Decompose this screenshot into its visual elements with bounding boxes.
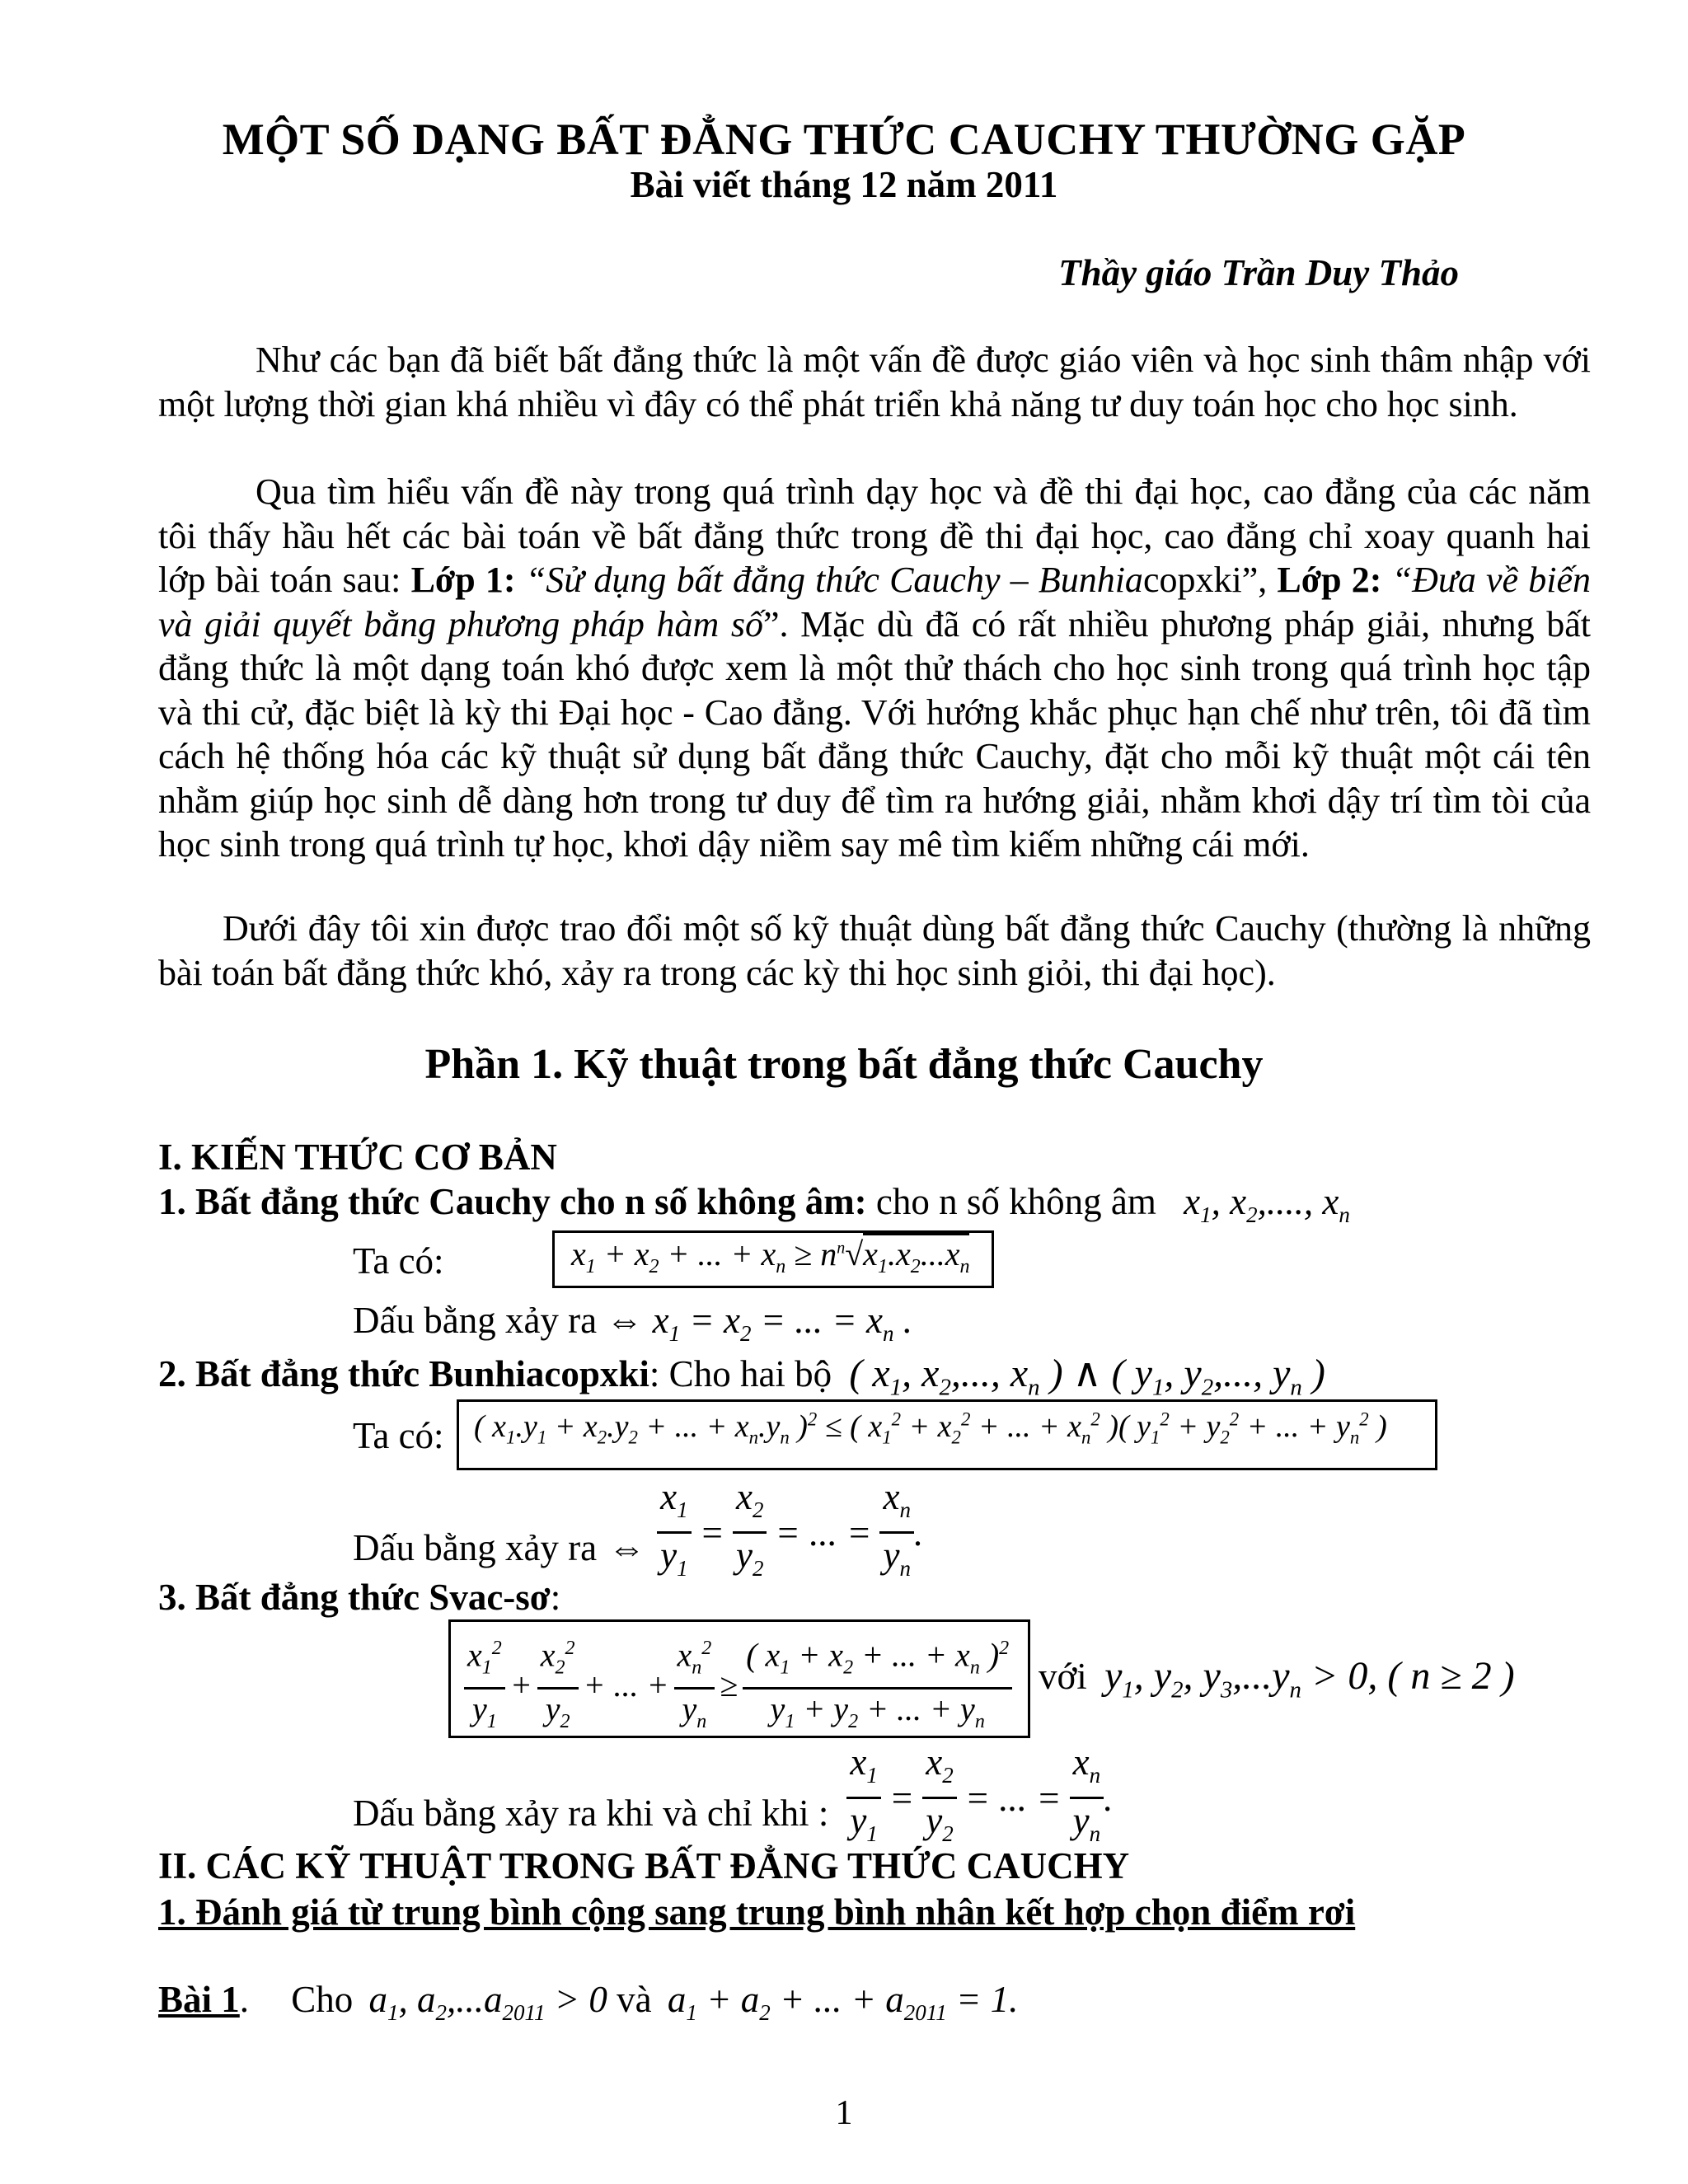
formula: $\frac{x_1^2}{y_1}$ + $\frac{x_2^2}{y_2}$ + ... + $\frac{x_n^2}{y_n}$ ≥ $\frac{( x_1 + x_2 + ... + x_n )^2}{y_1 + y_2 + ... + y_n}$: [464, 1629, 1012, 1741]
svacso-formula-box: [448, 1619, 1030, 1738]
author: Thầy giáo Trần Duy Thảo: [1058, 252, 1459, 293]
intro-paragraph-3: Dưới đây tôi xin được trao đổi một số kỹ thuật dùng bất đẳng thức Cauchy (thường là những bài toán bất đẳng thức khó, xảy ra trong các kỳ thi học sinh giỏi, thi đại học).: [158, 908, 1591, 993]
fraction: $\frac{x_1}{y_1}$: [657, 1475, 691, 1590]
section-heading-basic: I. KIẾN THỨC CƠ BẢN: [158, 1137, 557, 1178]
page-title: MỘT SỐ DẠNG BẤT ĐẲNG THỨC CAUCHY THƯỜNG GẶP: [222, 115, 1466, 164]
exercise-1: Bài 1. Cho $a_1$, $a_2,...a_{2011} > 0$ và $a_1 + a_2$ + ... + $a_{2011} = 1$.: [158, 1979, 1019, 2025]
formula: ( $x_1.y_1 + x_2.y_2$ + ... + $x_n.y_n$ )$^2$ ≤ ( $x_1^2 + x_2^2$ + ... + $x_n^2$ )( $y_1^2 + y_2^2$ + ... + $y_n^2$ ): [474, 1408, 1387, 1448]
part-heading: Phần 1. Kỹ thuật trong bất đẳng thức Cauchy: [424, 1041, 1264, 1088]
fraction: $\frac{x_n}{y_n}$: [879, 1475, 913, 1590]
item-svac-so: 3. Bất đẳng thức Svac-sơ:: [158, 1577, 561, 1618]
formula: $x_1$, $x_2$,...., $x_n$: [1184, 1181, 1350, 1227]
intro-paragraph-2: Qua tìm hiểu vấn đề này trong quá trình dạy học và đề thi đại học, cao đẳng của các năm tôi thấy hầu hết các bài toán về bất đẳng thức trong đề thi đại học, cao đẳng chỉ xoay quanh hai lớp bài toán sau: Lớp 1: “Sử dụng bất đẳng thức Cauchy – Bunhiacopxki”, Lớp 2: “Đưa về biến và giải quyết bằng phương pháp hàm số”. Mặc dù đã có rất nhiều phương pháp giải, nhưng bất đẳng thức là một dạng toán khó được xem là một thử thách cho học sinh trong quá trình học tập và thi cử, đặc biệt là kỳ thi Đại học - Cao đẳng. Với hướng khắc phục hạn chế như trên, tôi đã tìm cách hệ thống hóa các kỹ thuật sử dụng bất đẳng thức Cauchy, đặt cho mỗi kỹ thuật một cái tên nhằm giúp học sinh dễ dàng hơn trong tư duy để tìm ra hướng giải, nhằm khơi dậy trí tìm tòi của học sinh trong quá trình tự học, khơi dậy niềm say mê tìm kiếm những cái mới.: [158, 471, 1592, 865]
fraction: $\frac{x_2}{y_2}$: [733, 1475, 767, 1590]
ta-co-label: Ta có:: [353, 1240, 444, 1282]
equality-line-2: Dấu bằng xảy ra ⇔ $\frac{x_1}{y_1}$ = $\frac{x_2}{y_2}$ = ... = $\frac{x_n}{y_n}$ .: [353, 1475, 923, 1590]
fraction: $\frac{x_2}{y_2}$: [922, 1741, 956, 1855]
subsection-heading: 1. Đánh giá từ trung bình cộng sang trung bình nhân kết hợp chọn điểm rơi: [158, 1891, 1356, 1933]
svacso-condition: với $y_1$, $y_2$, $y_3,...y_n > 0$, ( n ≥ 2 ): [1039, 1654, 1515, 1704]
item-cauchy-title: 1. Bất đẳng thức Cauchy cho n số không âm:: [158, 1181, 867, 1222]
cauchy-formula-box: [552, 1230, 994, 1288]
bunhia-formula-box: [457, 1399, 1437, 1470]
fraction: $\frac{x_1}{y_1}$: [846, 1741, 880, 1855]
fraction: $\frac{x_n}{y_n}$: [1070, 1741, 1104, 1855]
formula: $a_1$, $a_2,...a_{2011} > 0$: [368, 1979, 607, 2025]
equality-line-1: Dấu bằng xảy ra ⇔ $x_1 = x_2$ = ... = $x_n$ .: [353, 1300, 912, 1346]
ta-co-label-2: Ta có:: [353, 1415, 444, 1456]
intro-paragraph-1: Như các bạn đã biết bất đẳng thức là một vấn đề được giáo viên và học sinh thâm nhập với một lượng thời gian khá nhiều vì đây có thể phát triển khả năng tư duy toán học cho học sinh.: [158, 340, 1591, 424]
item-bunhia-title: 2. Bất đẳng thức Bunhiacopxki: [158, 1353, 649, 1394]
section-heading-techniques: II. CÁC KỸ THUẬT TRONG BẤT ĐẲNG THỨC CAUCHY: [158, 1845, 1130, 1886]
item-bunhiacopxki: 2. Bất đẳng thức Bunhiacopxki: Cho hai bộ ( $x_1$, $x_2$,..., $x_n$ ) ∧ ( $y_1$, $y_2$,..., $y_n$ ): [158, 1352, 1325, 1401]
item-cauchy: 1. Bất đẳng thức Cauchy cho n số không âm: cho n số không âm $x_1$, $x_2$,...., $x_n$: [158, 1181, 1350, 1227]
page-number: 1: [835, 2094, 853, 2132]
equality-line-3: Dấu bằng xảy ra khi và chỉ khi : $\frac{x_1}{y_1}$ = $\frac{x_2}{y_2}$ = ... = $\frac{x_n}{y_n}$ .: [353, 1741, 1113, 1855]
formula: $x_1 + x_2$ + ... + $x_n \ge n^n√x_1.x_2...x_n$: [571, 1235, 969, 1278]
exercise-label: Bài 1: [158, 1979, 240, 2020]
formula: ( $x_1$, $x_2$,..., $x_n$ ) ∧ ( $y_1$, $y_2$,..., $y_n$ ): [849, 1352, 1325, 1401]
page-subtitle: Bài viết tháng 12 năm 2011: [630, 164, 1058, 205]
item-svacso-title: 3. Bất đẳng thức Svac-sơ: [158, 1577, 551, 1618]
formula: $a_1 + a_2$ + ... + $a_{2011} = 1$.: [667, 1979, 1019, 2025]
